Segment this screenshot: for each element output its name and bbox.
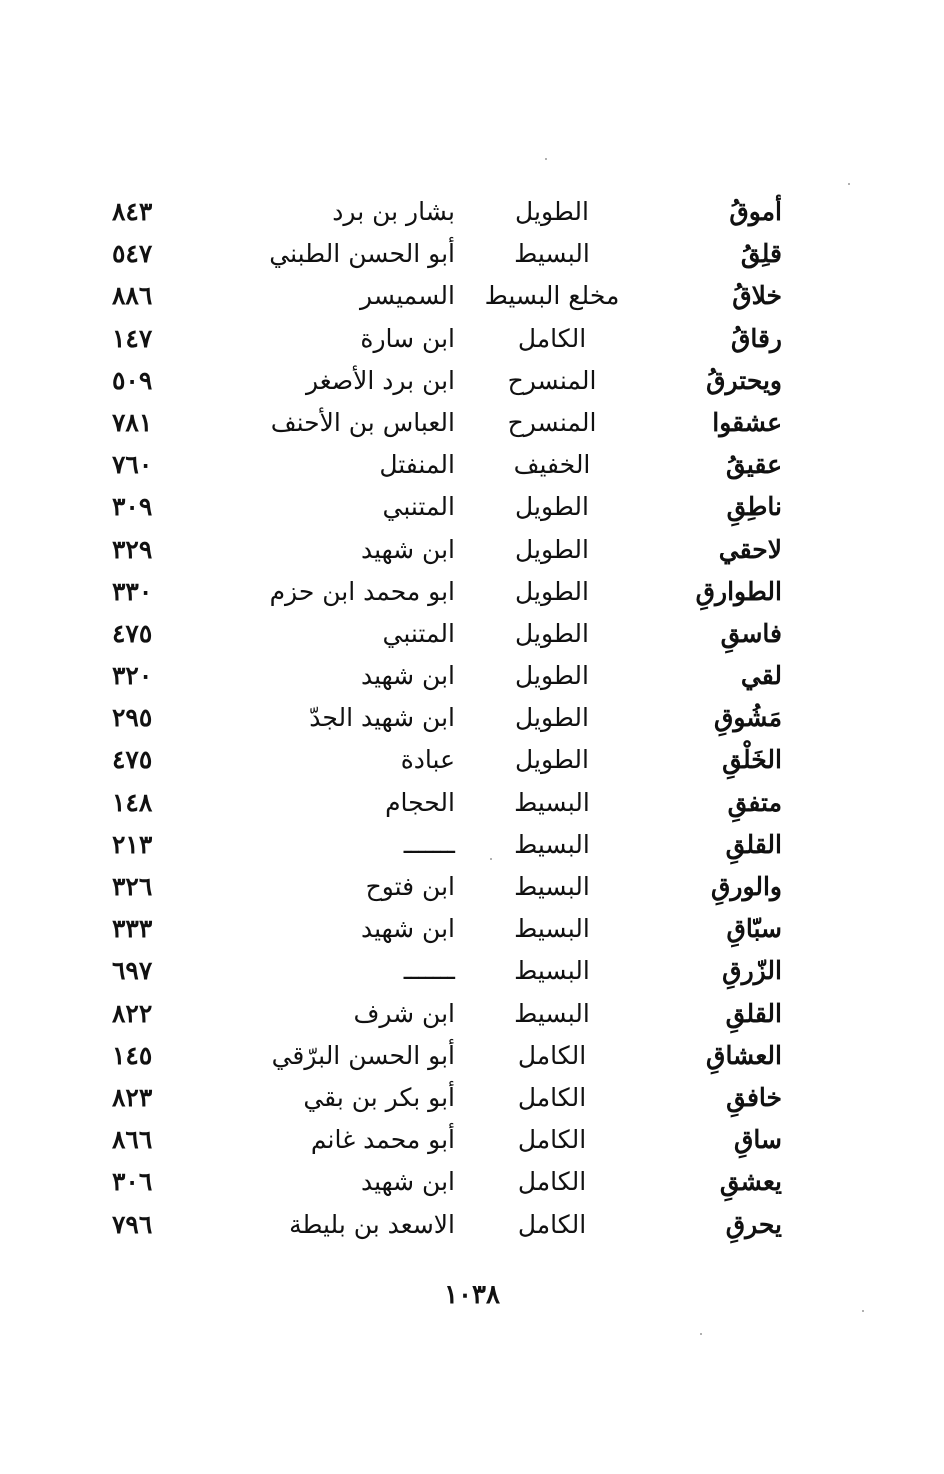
page-reference: ٢٩٥ bbox=[112, 703, 153, 733]
poet-name: المتنبي bbox=[382, 492, 455, 522]
rhyme-word: قلِقُ bbox=[740, 239, 782, 269]
meter-name: الخفيف bbox=[513, 450, 591, 480]
meter-name: الطويل bbox=[515, 197, 589, 226]
table-row bbox=[100, 907, 800, 949]
rhyme-word: خلاقُ bbox=[732, 281, 782, 311]
poet-name: الاسعد بن بليطة bbox=[289, 1209, 455, 1239]
print-speck bbox=[848, 183, 850, 185]
poet-name: ابن شرف bbox=[353, 998, 455, 1028]
poet-name: الحجام bbox=[385, 787, 455, 817]
meter-name: البسيط bbox=[514, 872, 590, 901]
poet-name: بشار بن برد bbox=[332, 197, 455, 226]
print-speck bbox=[545, 158, 547, 160]
poet-name: أبو محمد غانم bbox=[310, 1125, 455, 1155]
rhyme-word: ساقِ bbox=[734, 1125, 782, 1155]
poet-name: ابو محمد ابن حزم bbox=[269, 576, 455, 606]
page-reference: ٨٨٦ bbox=[112, 281, 153, 311]
meter-name: مخلع البسيط bbox=[484, 281, 620, 311]
rhyme-word: يحرقِ bbox=[725, 1209, 782, 1239]
table-row bbox=[100, 654, 800, 696]
page-reference: ١٤٥ bbox=[112, 1040, 153, 1070]
rhyme-word: العشاقِ bbox=[706, 1040, 782, 1070]
table-row bbox=[100, 781, 800, 823]
rhyme-word: سبّاقِ bbox=[726, 914, 782, 944]
page-reference: ١٤٨ bbox=[112, 787, 153, 817]
poet-name: المتنبي bbox=[382, 618, 455, 648]
table-row bbox=[100, 1118, 800, 1160]
rhyme-word: عشقوا bbox=[712, 407, 782, 437]
rhyme-word: متفقِ bbox=[727, 787, 782, 817]
table-row bbox=[100, 443, 800, 485]
table-row bbox=[100, 485, 800, 527]
page-reference: ٣٠٩ bbox=[112, 492, 153, 522]
table-row bbox=[100, 570, 800, 612]
meter-name: الطويل bbox=[515, 576, 589, 606]
poet-name: أبو بكر بن بقي bbox=[303, 1082, 455, 1112]
poet-name: ابن شهيد bbox=[360, 534, 455, 564]
table-row bbox=[100, 232, 800, 274]
poet-name: ابن شهيد bbox=[360, 914, 455, 944]
rhyme-word: الزّرقِ bbox=[722, 956, 782, 986]
table-row bbox=[100, 865, 800, 907]
meter-name: البسيط bbox=[514, 787, 590, 817]
poet-name: ابن شهيد bbox=[360, 1167, 455, 1197]
print-speck bbox=[490, 858, 492, 860]
meter-name: الكامل bbox=[517, 1125, 587, 1155]
table-row bbox=[100, 949, 800, 991]
rhyme-word: مَشُوقِ bbox=[713, 703, 782, 733]
table-row bbox=[100, 401, 800, 443]
meter-name: البسيط bbox=[514, 239, 590, 269]
rhyme-word: القلقِ bbox=[725, 998, 782, 1028]
page-number: ١٠٣٨ bbox=[444, 1280, 500, 1310]
table-row bbox=[100, 317, 800, 359]
rhyme-word: عقيقُ bbox=[726, 450, 782, 480]
page-reference: ٧٦٠ bbox=[112, 450, 153, 480]
table-row bbox=[100, 696, 800, 738]
table-row bbox=[100, 1160, 800, 1202]
meter-name: الطويل bbox=[515, 534, 589, 564]
poet-name: ـــــــ bbox=[403, 829, 455, 859]
rhyme-word: فاسقِ bbox=[720, 618, 782, 648]
meter-name: البسيط bbox=[514, 914, 590, 944]
rhyme-word: أموقُ bbox=[729, 197, 782, 226]
page-reference: ٧٩٦ bbox=[112, 1209, 153, 1239]
meter-name: المنسرح bbox=[507, 365, 597, 395]
meter-name: الكامل bbox=[517, 1040, 587, 1070]
poet-name: ابن شهيد الجدّ bbox=[309, 703, 455, 733]
meter-name: الطويل bbox=[515, 703, 589, 733]
rhyme-word: الخَلْقِ bbox=[722, 745, 782, 775]
poet-name: المنفتل bbox=[379, 450, 455, 480]
page-reference: ٨٤٣ bbox=[112, 197, 153, 226]
poet-name: أبو الحسن البرّقي bbox=[271, 1040, 455, 1070]
poet-name: ابن سارة bbox=[360, 323, 455, 353]
print-speck bbox=[862, 1310, 864, 1312]
rhyme-word: خافقِ bbox=[726, 1082, 782, 1112]
rhyme-word: ويحترقُ bbox=[706, 365, 782, 395]
meter-name: البسيط bbox=[514, 829, 590, 859]
table-row bbox=[100, 190, 800, 232]
meter-name: البسيط bbox=[514, 956, 590, 986]
table-row bbox=[100, 528, 800, 570]
table-row bbox=[100, 274, 800, 316]
poet-name: ابن شهيد bbox=[360, 661, 455, 691]
page-reference: ٨٢٣ bbox=[112, 1082, 153, 1112]
table-row bbox=[100, 359, 800, 401]
page-reference: ٣٢٦ bbox=[112, 872, 153, 901]
table-row bbox=[100, 992, 800, 1034]
table-row bbox=[100, 738, 800, 780]
page-reference: ١٤٧ bbox=[112, 323, 153, 353]
print-speck bbox=[700, 1333, 702, 1335]
poet-name: العباس بن الأحنف bbox=[270, 407, 455, 437]
meter-name: الكامل bbox=[517, 323, 587, 353]
poet-name: ابن برد الأصغر bbox=[306, 365, 455, 395]
rhyme-word: لقي bbox=[740, 661, 782, 691]
table-row bbox=[100, 1203, 800, 1245]
page-reference: ٢١٣ bbox=[112, 829, 153, 859]
poet-name: ـــــــ bbox=[403, 956, 455, 986]
meter-name: المنسرح bbox=[507, 407, 597, 437]
page-reference: ٣٠٦ bbox=[112, 1167, 153, 1197]
table-row bbox=[100, 823, 800, 865]
rhyme-word: والورقِ bbox=[710, 872, 782, 901]
rhyme-index-table bbox=[100, 190, 800, 1245]
rhyme-word: القلقِ bbox=[725, 829, 782, 859]
page-reference: ٣٢٠ bbox=[112, 661, 153, 691]
table-row bbox=[100, 1076, 800, 1118]
poet-name: ابن فتوح bbox=[365, 872, 455, 901]
page-reference: ٤٧٥ bbox=[112, 745, 153, 775]
page-reference: ٨٦٦ bbox=[112, 1125, 153, 1155]
poet-name: أبو الحسن الطبني bbox=[269, 239, 455, 269]
meter-name: الطويل bbox=[515, 492, 589, 522]
page-reference: ٧٨١ bbox=[112, 407, 153, 437]
rhyme-word: لاحقي bbox=[718, 534, 782, 564]
rhyme-word: رقاقُ bbox=[730, 323, 782, 353]
poet-name: عبادة bbox=[400, 745, 455, 775]
meter-name: البسيط bbox=[514, 998, 590, 1028]
page-reference: ٨٢٢ bbox=[112, 998, 153, 1028]
poet-name: السميسر bbox=[360, 281, 455, 311]
meter-name: الكامل bbox=[517, 1082, 587, 1112]
meter-name: الكامل bbox=[517, 1209, 587, 1239]
rhyme-word: ناطِقِ bbox=[726, 492, 782, 522]
meter-name: الطويل bbox=[515, 745, 589, 775]
page-reference: ٣٢٩ bbox=[112, 534, 153, 564]
page-reference: ٤٧٥ bbox=[112, 618, 153, 648]
page-reference: ٥٠٩ bbox=[112, 365, 153, 395]
meter-name: الطويل bbox=[515, 661, 589, 691]
meter-name: الكامل bbox=[517, 1167, 587, 1197]
rhyme-word: الطوارقِ bbox=[695, 576, 782, 606]
page-reference: ٥٤٧ bbox=[112, 239, 153, 269]
page-reference: ٣٣٠ bbox=[112, 576, 153, 606]
table-row bbox=[100, 1034, 800, 1076]
page-reference: ٣٣٣ bbox=[112, 914, 153, 944]
table-row bbox=[100, 612, 800, 654]
page-reference: ٦٩٧ bbox=[112, 956, 153, 986]
meter-name: الطويل bbox=[515, 618, 589, 648]
rhyme-word: يعشقِ bbox=[719, 1167, 782, 1197]
